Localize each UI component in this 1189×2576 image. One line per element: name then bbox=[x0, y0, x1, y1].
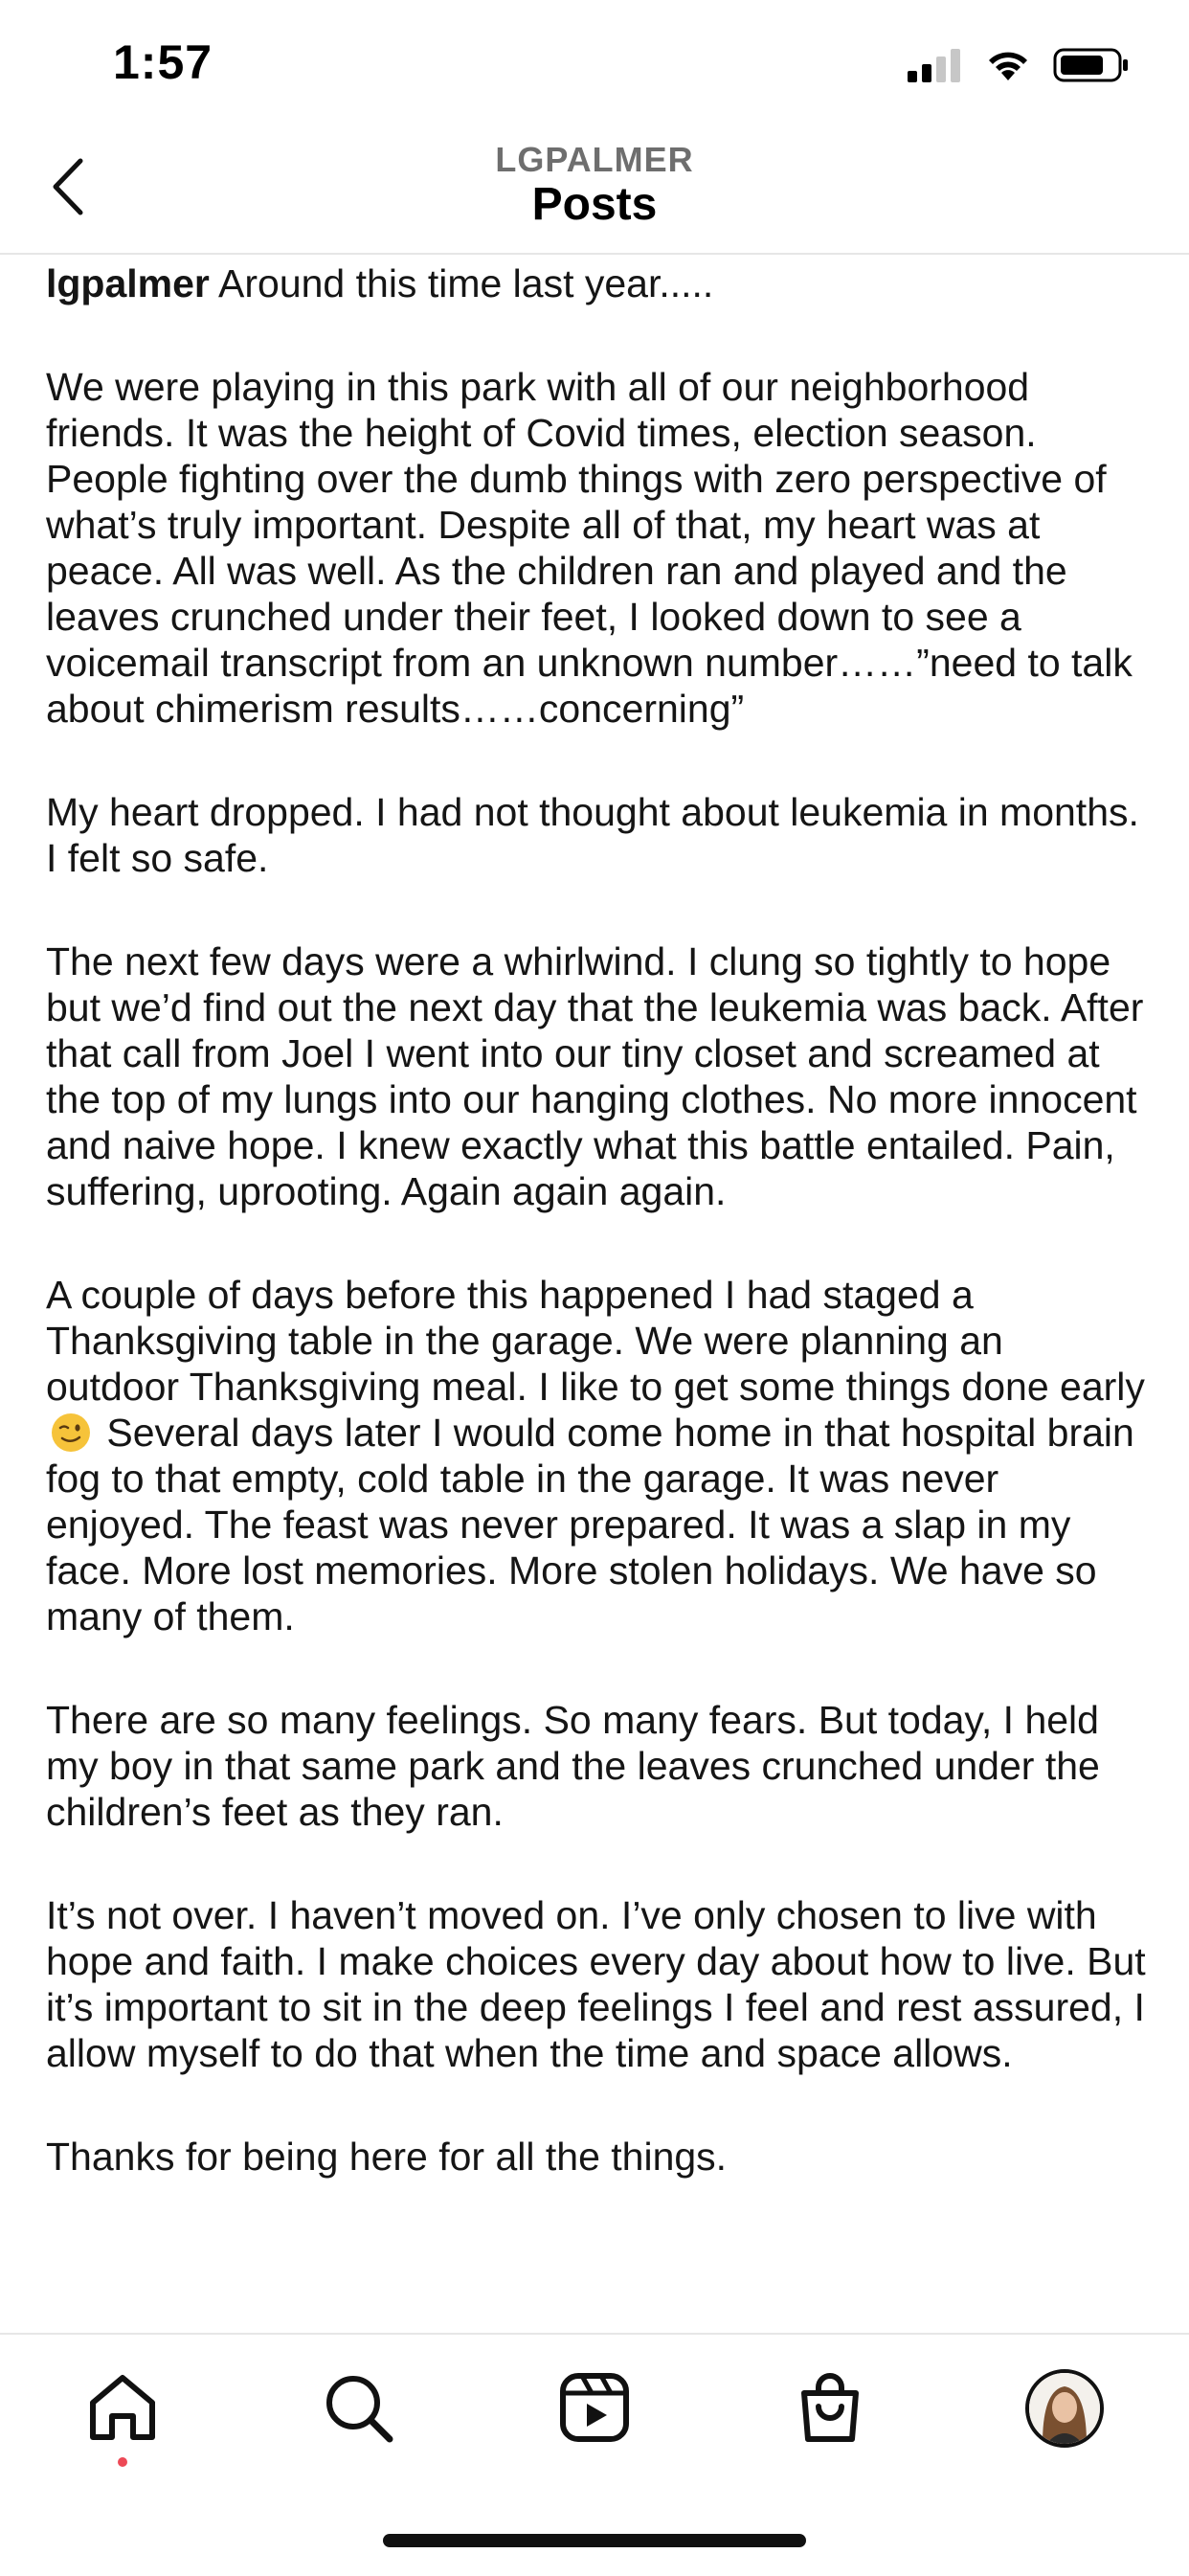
caption-username[interactable]: lgpalmer bbox=[46, 261, 210, 305]
status-bar bbox=[0, 0, 1189, 124]
status-icons bbox=[906, 46, 1130, 84]
battery-icon bbox=[1053, 46, 1130, 84]
home-indicator[interactable] bbox=[383, 2534, 806, 2547]
caption-paragraph: The next few days were a whirlwind. I clung so tightly to hope but we’d find out the next day that the leukemia was back. After that call from Joel I went into our tiny closet and screamed at the top of my lungs into our hanging clothes. No more innocent and naive hope. I knew exactly what this battle entailed. Pain, suffering, uprooting. Again again again. bbox=[46, 939, 1144, 1213]
home-icon bbox=[85, 2370, 160, 2445]
tab-reels[interactable] bbox=[554, 2367, 635, 2448]
tab-search[interactable] bbox=[318, 2367, 398, 2448]
active-tab-indicator bbox=[118, 2457, 127, 2467]
header-username[interactable]: LGPALMER bbox=[495, 140, 694, 179]
tab-home[interactable] bbox=[82, 2367, 163, 2448]
caption-paragraph: It’s not over. I haven’t moved on. I’ve only chosen to live with hope and faith. I make choices every day about how to live. But it’s important to sit in the deep feelings I feel and rest assured, I allow myself to do that when the time and space allows. bbox=[46, 1893, 1146, 2075]
caption-text: Several days later I would come home in that hospital brain fog to that empty, cold table in the garage. It was never enjoyed. The feast was never prepared. It was a slap in my face. More lost memories. More stolen holidays. We have so many of them. bbox=[46, 1411, 1134, 1638]
caption-paragraph: My heart dropped. I had not thought about leukemia in months. I felt so safe. bbox=[46, 790, 1139, 880]
wifi-icon bbox=[986, 48, 1030, 82]
search-icon bbox=[321, 2370, 395, 2445]
reels-icon bbox=[557, 2370, 632, 2445]
caption-paragraph-with-emoji bbox=[46, 1272, 1147, 1639]
shop-bag-icon bbox=[793, 2370, 867, 2445]
caption-intro bbox=[46, 260, 1147, 306]
page-title: Posts bbox=[531, 179, 658, 230]
posts-header bbox=[0, 124, 1189, 255]
caption-paragraph: We were playing in this park with all of our neighborhood friends. It was the height of Covid times, election season. People fighting over the dumb things with zero perspective of what’s truly important. Despite all of that, my heart was at peace. All was well. As the children ran and played and the leaves crunched under their feet, I looked down to see a voicemail transcript from an unknown number……”need to talk about chimerism results……concerning” bbox=[46, 365, 1133, 731]
tab-profile-avatar[interactable] bbox=[1025, 2369, 1104, 2448]
cellular-signal-icon bbox=[906, 48, 963, 82]
caption-paragraph: There are so many feelings. So many fears. But today, I held my boy in that same park and the leaves crunched under the children’s feet as they ran. bbox=[46, 1698, 1100, 1834]
caption-paragraph: Thanks for being here for all the things. bbox=[46, 2135, 728, 2179]
caption-intro-text: Around this time last year..... bbox=[209, 261, 714, 305]
status-time: 1:57 bbox=[113, 35, 213, 89]
caption-text: A couple of days before this happened I had staged a Thanksgiving table in the garage. We were planning an outdoor Thanksgiving meal. I like to get some things done early bbox=[46, 1273, 1145, 1409]
profile-avatar-image bbox=[1029, 2373, 1100, 2444]
tab-shop[interactable] bbox=[790, 2367, 870, 2448]
post-caption bbox=[46, 260, 1147, 2237]
winking-face-emoji-icon bbox=[50, 1412, 92, 1454]
